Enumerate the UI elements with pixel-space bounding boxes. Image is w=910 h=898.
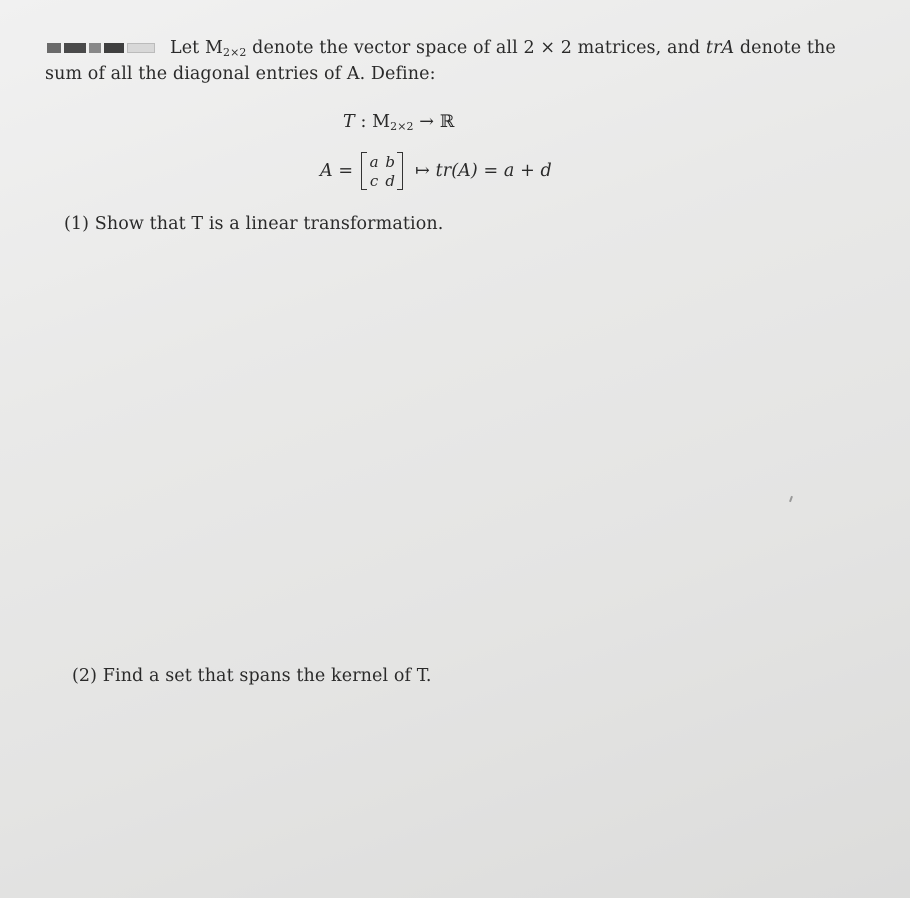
matrix-entry-a: a [369,152,379,171]
map-definition: T : $M_{2\times 2}$ → ℝ [343,112,455,133]
pencil-mark [789,496,793,502]
question-part-2: (2) Find a set that spans the kernel of T. [72,666,432,686]
matrix-entry-b: b [385,152,396,171]
problem-intro-line-1: Let $M_{2\times 2}$ denote the vector space of all 2 × 2 matrices, and trA denote the [170,38,836,59]
matrix-entry-c: c [369,171,379,190]
problem-intro-line-2: sum of all the diagonal entries of A. Define: [45,64,436,84]
map-formula: A = a b c d ↦ tr(A) = a + d [320,152,552,190]
matrix-A [361,152,403,190]
trace-formula: ↦ tr(A) = a + d [415,161,552,181]
question-part-1: (1) Show that T is a linear transformation. [64,214,444,234]
redacted-label [47,42,157,54]
matrix-entry-d: d [385,171,396,190]
